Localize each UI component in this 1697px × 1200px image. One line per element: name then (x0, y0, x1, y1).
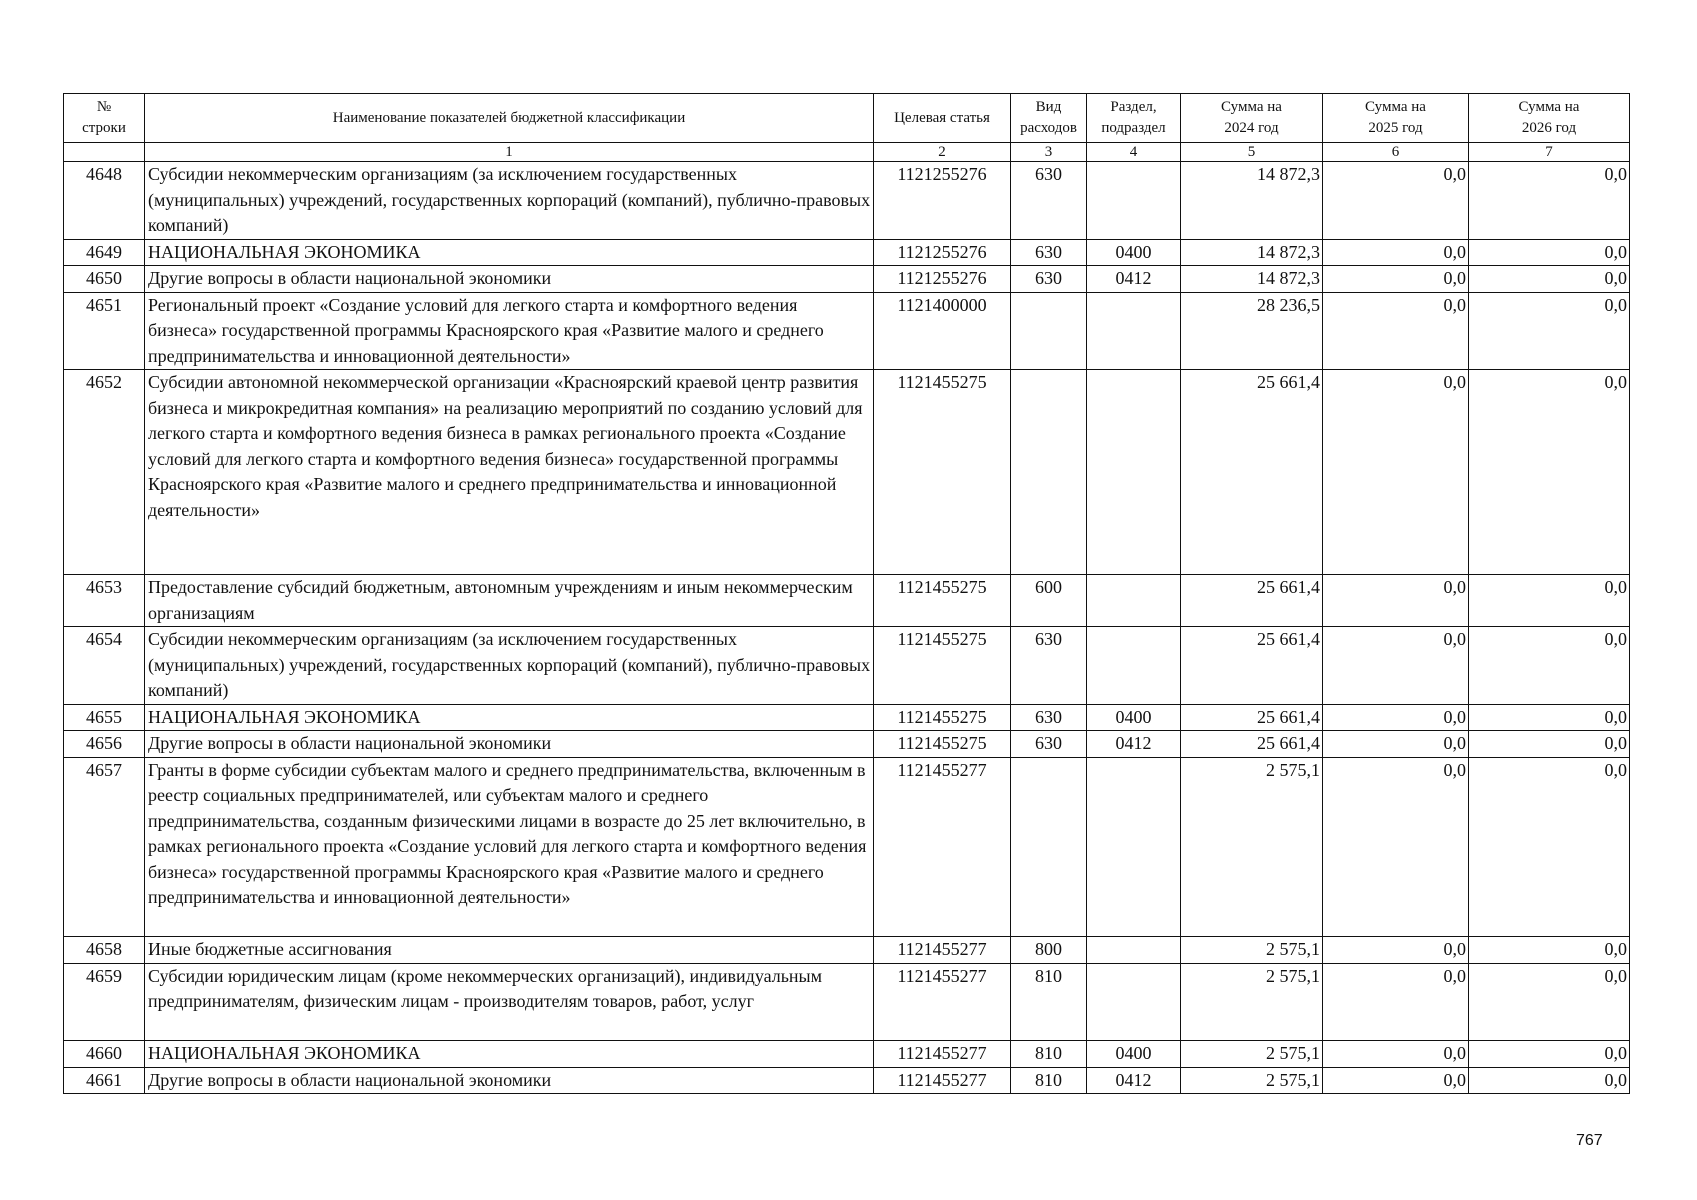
row-number-cell: 4650 (64, 266, 145, 293)
section-cell (1087, 627, 1181, 705)
sum-2024-cell: 14 872,3 (1181, 239, 1323, 266)
budget-table-sheet (63, 93, 1629, 1094)
row-number-cell: 4655 (64, 704, 145, 731)
column-number: 5 (1181, 143, 1323, 162)
target-article-cell: 1121455277 (874, 937, 1011, 964)
header-target-article: Целевая статья (874, 94, 1011, 143)
sum-2024-cell: 25 661,4 (1181, 575, 1323, 627)
expense-type-cell: 630 (1011, 627, 1087, 705)
sum-2026-cell: 0,0 (1469, 731, 1630, 758)
name-cell: Предоставление субсидий бюджетным, автономным учреждениям и иным некоммерческим организациям (145, 575, 874, 627)
row-number-cell: 4660 (64, 1041, 145, 1068)
expense-type-cell: 800 (1011, 937, 1087, 964)
row-number-cell: 4656 (64, 731, 145, 758)
sum-2025-cell: 0,0 (1323, 1041, 1469, 1068)
table-row (64, 575, 1630, 627)
sum-2026-cell: 0,0 (1469, 1041, 1630, 1068)
column-number: 2 (874, 143, 1011, 162)
sum-2026-cell: 0,0 (1469, 757, 1630, 937)
sum-2026-cell: 0,0 (1469, 162, 1630, 240)
sum-2025-cell: 0,0 (1323, 757, 1469, 937)
table-row (64, 1067, 1630, 1094)
header-expense-type: Вид расходов (1011, 94, 1087, 143)
section-cell (1087, 937, 1181, 964)
expense-type-cell (1011, 370, 1087, 575)
section-cell (1087, 963, 1181, 1041)
table-header-row (64, 94, 1630, 143)
header-sum-2025: Сумма на 2025 год (1323, 94, 1469, 143)
sum-2026-cell: 0,0 (1469, 575, 1630, 627)
table-row (64, 731, 1630, 758)
column-number: 6 (1323, 143, 1469, 162)
name-cell: НАЦИОНАЛЬНАЯ ЭКОНОМИКА (145, 704, 874, 731)
table-row (64, 963, 1630, 1041)
name-cell: Другие вопросы в области национальной экономики (145, 266, 874, 293)
sum-2025-cell: 0,0 (1323, 162, 1469, 240)
header-row-number: № строки (64, 94, 145, 143)
sum-2026-cell: 0,0 (1469, 1067, 1630, 1094)
table-row (64, 937, 1630, 964)
expense-type-cell (1011, 757, 1087, 937)
row-number-cell: 4654 (64, 627, 145, 705)
sum-2026-cell: 0,0 (1469, 963, 1630, 1041)
sum-2024-cell: 2 575,1 (1181, 757, 1323, 937)
sum-2025-cell: 0,0 (1323, 239, 1469, 266)
name-cell: Другие вопросы в области национальной экономики (145, 1067, 874, 1094)
target-article-cell: 1121455275 (874, 704, 1011, 731)
expense-type-cell: 810 (1011, 1041, 1087, 1068)
target-article-cell: 1121455275 (874, 731, 1011, 758)
sum-2025-cell: 0,0 (1323, 963, 1469, 1041)
sum-2026-cell: 0,0 (1469, 704, 1630, 731)
sum-2024-cell: 25 661,4 (1181, 704, 1323, 731)
table-row (64, 292, 1630, 370)
column-number: 4 (1087, 143, 1181, 162)
section-cell: 0400 (1087, 239, 1181, 266)
expense-type-cell: 810 (1011, 963, 1087, 1041)
sum-2024-cell: 25 661,4 (1181, 370, 1323, 575)
row-number-cell: 4659 (64, 963, 145, 1041)
target-article-cell: 1121455277 (874, 757, 1011, 937)
target-article-cell: 1121400000 (874, 292, 1011, 370)
table-row (64, 370, 1630, 575)
sum-2026-cell: 0,0 (1469, 937, 1630, 964)
row-number-cell: 4651 (64, 292, 145, 370)
sum-2025-cell: 0,0 (1323, 575, 1469, 627)
expense-type-cell (1011, 292, 1087, 370)
sum-2024-cell: 14 872,3 (1181, 266, 1323, 293)
sum-2025-cell: 0,0 (1323, 704, 1469, 731)
target-article-cell: 1121455277 (874, 1067, 1011, 1094)
row-number-cell: 4661 (64, 1067, 145, 1094)
column-number: 1 (145, 143, 874, 162)
name-cell: НАЦИОНАЛЬНАЯ ЭКОНОМИКА (145, 239, 874, 266)
header-section: Раздел, подраздел (1087, 94, 1181, 143)
sum-2026-cell: 0,0 (1469, 239, 1630, 266)
column-number: 3 (1011, 143, 1087, 162)
target-article-cell: 1121455275 (874, 575, 1011, 627)
table-row (64, 704, 1630, 731)
section-cell: 0412 (1087, 266, 1181, 293)
target-article-cell: 1121455277 (874, 963, 1011, 1041)
name-cell: Субсидии автономной некоммерческой организации «Красноярский краевой центр развития бизнеса и микрокредитная компания» на реализацию мероприятий по созданию условий для легкого старта и комфортного ведения бизнеса в рамках регионального проекта «Создание условий для легкого старта и комфортного ведения бизнеса» государственной программы Красноярского края «Развитие малого и среднего предпринимательства и инновационной деятельности» (145, 370, 874, 575)
sum-2025-cell: 0,0 (1323, 1067, 1469, 1094)
table-row (64, 162, 1630, 240)
table-body (64, 162, 1630, 1094)
sum-2024-cell: 14 872,3 (1181, 162, 1323, 240)
sum-2024-cell: 28 236,5 (1181, 292, 1323, 370)
sum-2025-cell: 0,0 (1323, 731, 1469, 758)
sum-2024-cell: 2 575,1 (1181, 1041, 1323, 1068)
table-row (64, 757, 1630, 937)
sum-2024-cell: 25 661,4 (1181, 731, 1323, 758)
sum-2024-cell: 25 661,4 (1181, 627, 1323, 705)
sum-2026-cell: 0,0 (1469, 266, 1630, 293)
expense-type-cell: 630 (1011, 162, 1087, 240)
sum-2024-cell: 2 575,1 (1181, 1067, 1323, 1094)
section-cell: 0412 (1087, 1067, 1181, 1094)
page-number: 767 (1576, 1132, 1603, 1149)
target-article-cell: 1121455275 (874, 370, 1011, 575)
column-number: 7 (1469, 143, 1630, 162)
sum-2026-cell: 0,0 (1469, 370, 1630, 575)
target-article-cell: 1121255276 (874, 239, 1011, 266)
expense-type-cell: 630 (1011, 266, 1087, 293)
section-cell: 0412 (1087, 731, 1181, 758)
section-cell (1087, 757, 1181, 937)
name-cell: Региональный проект «Создание условий для легкого старта и комфортного ведения бизнеса» государственной программы Красноярского края «Развитие малого и среднего предпринимательства и инновационной деятельности» (145, 292, 874, 370)
name-cell: Гранты в форме субсидии субъектам малого и среднего предпринимательства, включенным в реестр социальных предпринимателей, или субъектам малого и среднего предпринимательства, созданным физическими лицами в возрасте до 25 лет включительно, в рамках регионального проекта «Создание условий для легкого старта и комфортного ведения бизнеса» государственной программы Красноярского края «Развитие малого и среднего предпринимательства и инновационной деятельности» (145, 757, 874, 937)
column-number (64, 143, 145, 162)
name-cell: НАЦИОНАЛЬНАЯ ЭКОНОМИКА (145, 1041, 874, 1068)
name-cell: Иные бюджетные ассигнования (145, 937, 874, 964)
name-cell: Другие вопросы в области национальной экономики (145, 731, 874, 758)
section-cell: 0400 (1087, 1041, 1181, 1068)
section-cell: 0400 (1087, 704, 1181, 731)
name-cell: Субсидии некоммерческим организациям (за исключением государственных (муниципальных) учреждений, государственных корпораций (компаний), публично-правовых компаний) (145, 162, 874, 240)
section-cell (1087, 575, 1181, 627)
expense-type-cell: 630 (1011, 704, 1087, 731)
row-number-cell: 4657 (64, 757, 145, 937)
target-article-cell: 1121455277 (874, 1041, 1011, 1068)
sum-2025-cell: 0,0 (1323, 292, 1469, 370)
table-row (64, 239, 1630, 266)
sum-2024-cell: 2 575,1 (1181, 963, 1323, 1041)
sum-2024-cell: 2 575,1 (1181, 937, 1323, 964)
sum-2025-cell: 0,0 (1323, 266, 1469, 293)
table-row (64, 266, 1630, 293)
name-cell: Субсидии юридическим лицам (кроме некоммерческих организаций), индивидуальным предпринимателям, физическим лицам - производителям товаров, работ, услуг (145, 963, 874, 1041)
target-article-cell: 1121255276 (874, 162, 1011, 240)
table-row (64, 627, 1630, 705)
column-number-row (64, 143, 1630, 162)
row-number-cell: 4648 (64, 162, 145, 240)
sum-2025-cell: 0,0 (1323, 370, 1469, 575)
sum-2026-cell: 0,0 (1469, 627, 1630, 705)
expense-type-cell: 630 (1011, 731, 1087, 758)
target-article-cell: 1121455275 (874, 627, 1011, 705)
header-sum-2024: Сумма на 2024 год (1181, 94, 1323, 143)
sum-2025-cell: 0,0 (1323, 627, 1469, 705)
section-cell (1087, 292, 1181, 370)
row-number-cell: 4652 (64, 370, 145, 575)
header-sum-2026: Сумма на 2026 год (1469, 94, 1630, 143)
table-row (64, 1041, 1630, 1068)
row-number-cell: 4653 (64, 575, 145, 627)
row-number-cell: 4649 (64, 239, 145, 266)
expense-type-cell: 630 (1011, 239, 1087, 266)
name-cell: Субсидии некоммерческим организациям (за исключением государственных (муниципальных) учреждений, государственных корпораций (компаний), публично-правовых компаний) (145, 627, 874, 705)
sum-2026-cell: 0,0 (1469, 292, 1630, 370)
expense-type-cell: 600 (1011, 575, 1087, 627)
section-cell (1087, 162, 1181, 240)
row-number-cell: 4658 (64, 937, 145, 964)
expense-type-cell: 810 (1011, 1067, 1087, 1094)
header-name: Наименование показателей бюджетной классификации (145, 94, 874, 143)
target-article-cell: 1121255276 (874, 266, 1011, 293)
section-cell (1087, 370, 1181, 575)
budget-table (63, 93, 1630, 1094)
sum-2025-cell: 0,0 (1323, 937, 1469, 964)
